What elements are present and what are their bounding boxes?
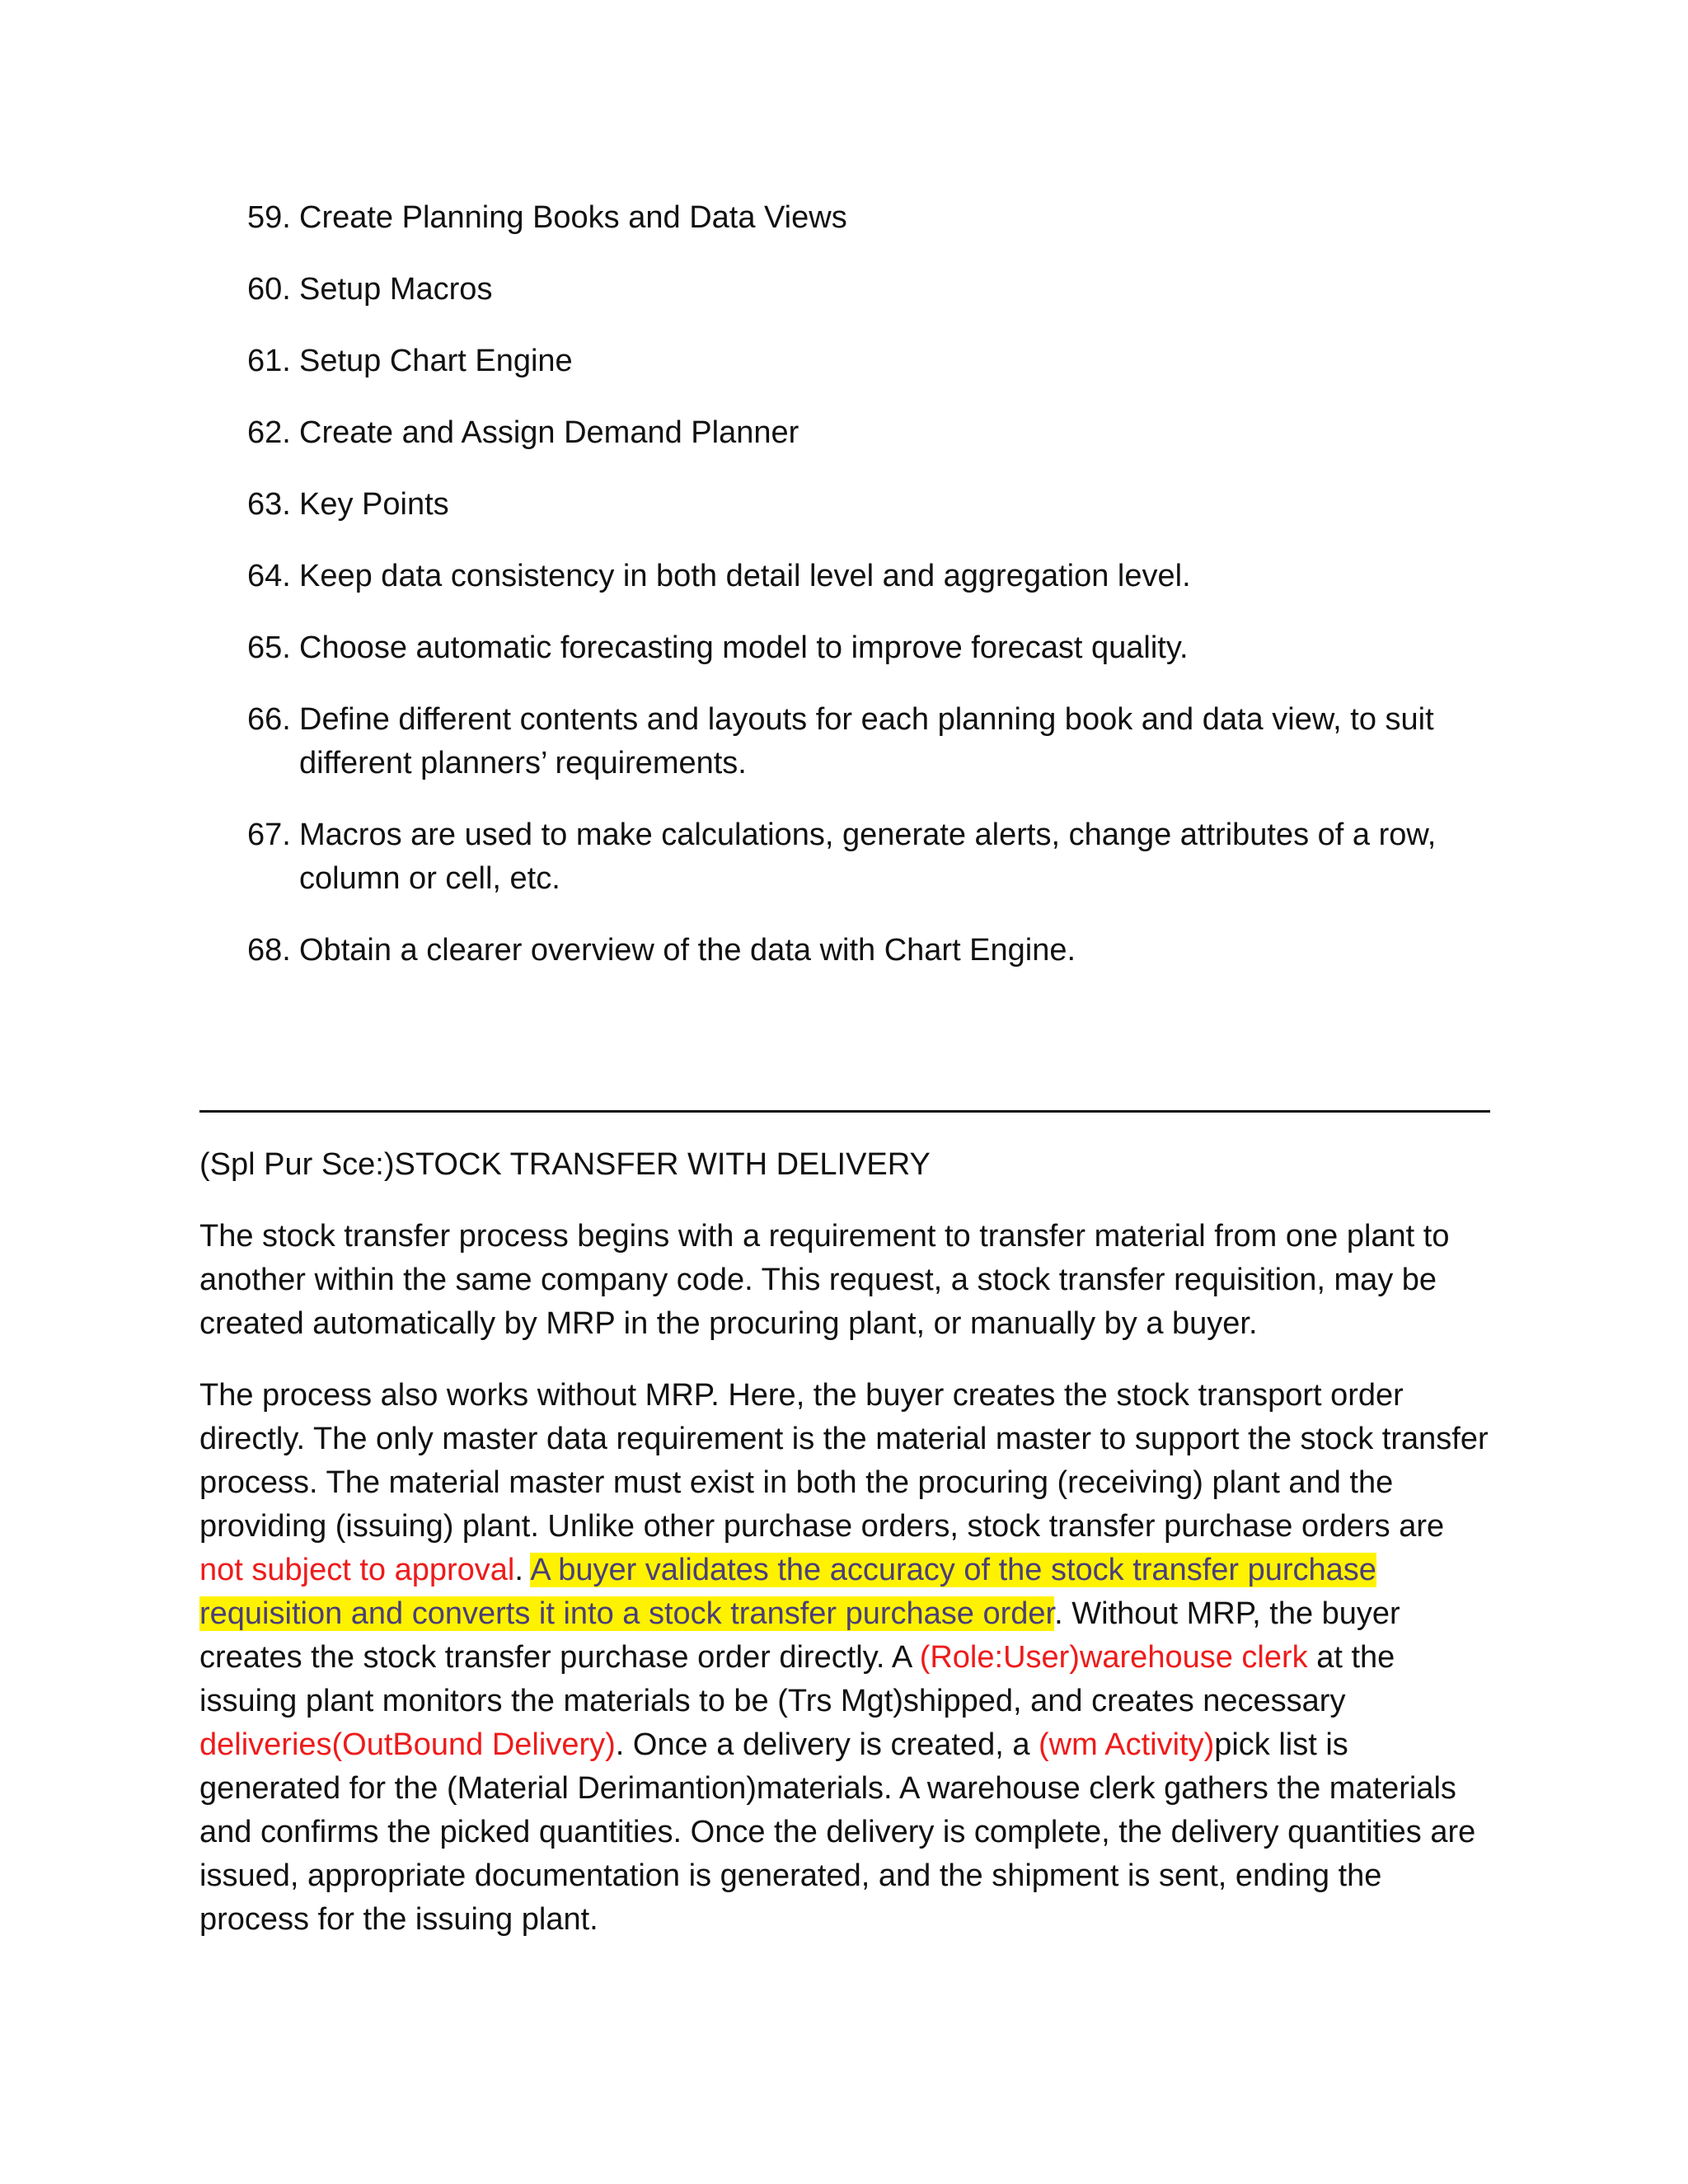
- list-number: 61.: [247, 344, 291, 378]
- list-number: 62.: [247, 415, 291, 450]
- paragraph-text: pick list is generated for the (Material Derimantion)materials. A warehouse clerk gathers the materials and confirms the picked quantities. Once the delivery is complete, the delivery quantities are issued, appropriate documentation is generated, and the shipment is sent, ending the process for the issuing plant.: [199, 1727, 1476, 1937]
- horizontal-rule: [199, 1110, 1490, 1113]
- paragraph-text: .: [514, 1553, 531, 1587]
- list-item-67: [247, 813, 1500, 901]
- paragraph-text: . Without MRP, the buyer creates the stock transfer purchase order directly. A: [199, 1596, 1400, 1675]
- list-item-63: [247, 483, 1500, 527]
- list-item-65: [247, 626, 1500, 670]
- list-item-64: [247, 555, 1500, 598]
- list-text: Obtain a clearer overview of the data with Chart Engine.: [299, 933, 1076, 968]
- list-text: Define different contents and layouts for each planning book and data view, to suit different planners’ requirements.: [299, 702, 1434, 780]
- list-text: Setup Chart Engine: [299, 344, 573, 378]
- list-text: Keep data consistency in both detail level and aggregation level.: [299, 559, 1191, 593]
- paragraph-text: . Once a delivery is created, a: [615, 1727, 1039, 1762]
- list-text: Setup Macros: [299, 272, 493, 307]
- list-number: 67.: [247, 818, 291, 852]
- list-number: 59.: [247, 200, 291, 235]
- paragraph-text: at the issuing plant monitors the materials to be (Trs Mgt)shipped, and creates necessary: [199, 1640, 1395, 1718]
- list-item-62: [247, 411, 1500, 455]
- list-number: 65.: [247, 630, 291, 665]
- highlighted-text: A buyer validates the accuracy of the stock transfer purchase requisition and converts it into a stock transfer purchase order: [199, 1553, 1376, 1631]
- list-item-60: [247, 268, 1500, 312]
- list-number: 66.: [247, 702, 291, 737]
- list-text: Choose automatic forecasting model to improve forecast quality.: [299, 630, 1189, 665]
- section-heading: (Spl Pur Sce:)STOCK TRANSFER WITH DELIVERY: [199, 1147, 931, 1182]
- red-annotation: not subject to approval: [199, 1553, 515, 1587]
- list-text: Create and Assign Demand Planner: [299, 415, 799, 450]
- paragraph-text: The process also works without MRP. Here, the buyer creates the stock transport order directly. The only master data requirement is the material master to support the stock transfer process. The material master must exist in both the procuring (receiving) plant and the providing (issuing) plant. Unlike other purchase orders, stock transfer purchase orders are: [199, 1378, 1489, 1544]
- red-annotation: deliveries(OutBound Delivery): [199, 1727, 616, 1762]
- list-number: 60.: [247, 272, 291, 307]
- list-text: Create Planning Books and Data Views: [299, 200, 847, 235]
- list-item-59: [247, 196, 1500, 240]
- list-item-68: [247, 929, 1500, 972]
- red-annotation: (wm Activity): [1039, 1727, 1215, 1762]
- list-text: Macros are used to make calculations, generate alerts, change attributes of a row, column or cell, etc.: [299, 818, 1437, 896]
- paragraph-1: The stock transfer process begins with a requirement to transfer material from one plant to another within the same company code. This request, a stock transfer requisition, may be created automatically by MRP in the procuring plant, or manually by a buyer.: [199, 1219, 1450, 1341]
- paragraph-2: [199, 1374, 1490, 1942]
- list-item-61: [247, 340, 1500, 383]
- stock-transfer-section: [199, 1143, 1490, 1970]
- list-number: 64.: [247, 559, 291, 593]
- numbered-list: [247, 196, 1500, 1001]
- red-annotation: (Role:User)warehouse clerk: [919, 1640, 1308, 1675]
- list-number: 63.: [247, 487, 291, 522]
- list-text: Key Points: [299, 487, 449, 522]
- list-item-66: [247, 698, 1500, 785]
- list-number: 68.: [247, 933, 291, 968]
